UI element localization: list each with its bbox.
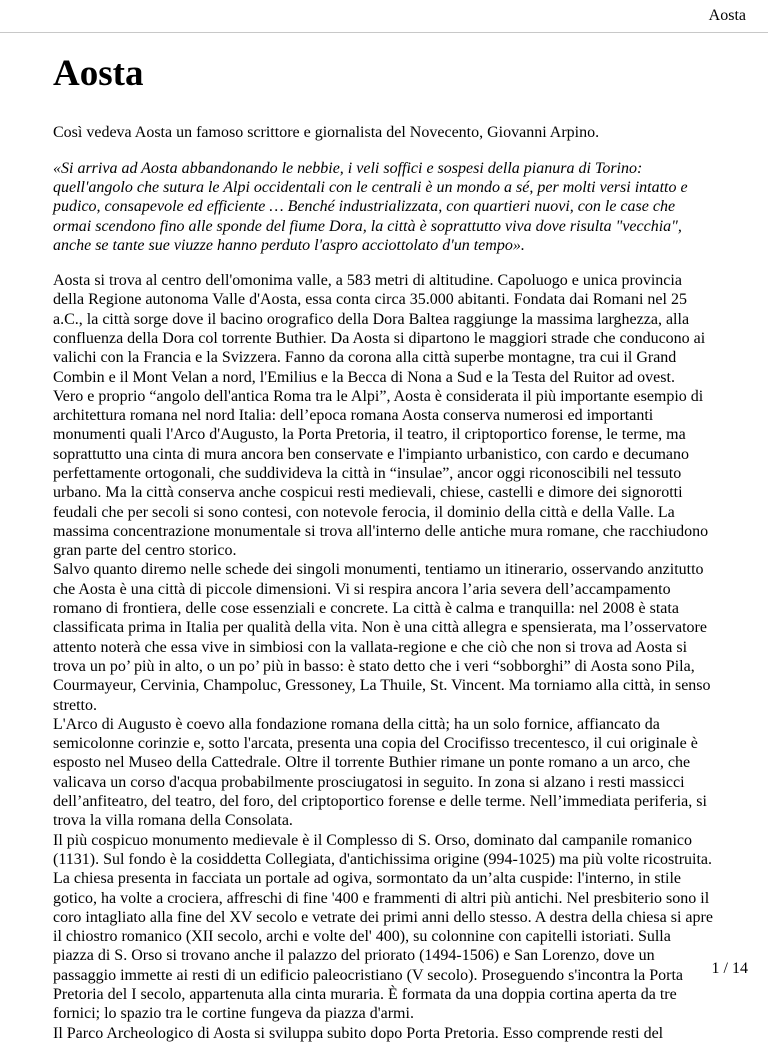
main-text	[53, 271, 715, 1043]
paragraph-geography: Aosta si trova al centro dell'omonima valle, a 583 metri di altitudine. Capoluogo e unica provincia della Regione autonoma Valle d'Aosta, essa conta circa 35.000 abitanti. Fondata dai Romani nel 25 a.C., la città sorge dove il bacino orografico della Dora Baltea raggiunge la massima larghezza, alla confluenza della Dora col torrente Buthier. Da Aosta si dipartono le maggiori strade che conducono ai valichi con la Francia e la Svizzera. Fanno da corona alla città superbe montagne, tra cui il Grand Combin e il Mont Velan a nord, l'Emilius e la Becca di Nona a Sud e la Testa del Ruitor ad ovest.	[53, 272, 706, 386]
page-number: 1 / 14	[711, 960, 748, 977]
paragraph-roman-heritage: Vero e proprio “angolo dell'antica Roma tra le Alpi”, Aosta è considerata il più importante esempio di architettura romana nel nord Italia: dell’epoca romana Aosta conserva numerosi ed importanti monumenti quali l'Arco d'Augusto, la Porta Pretoria, il teatro, il criptoportico forense, le terme, ma soprattutto una cinta di mura ancora ben conservate e l'impianto urbanistico, con cardo e decumano perfettamente ortogonali, che suddivideva la città in “insulae”, ancor oggi riconoscibili nel tessuto urbano. Ma la città conserva anche cospicui resti medievali, chiese, castelli e dimore dei signorotti feudali che per secoli si sono contesi, con notevole ferocia, il dominio della città e della Valle. La massima concentrazione monumentale si trova all'interno delle antiche mura romane, che racchiudono gran parte del centro storico.	[53, 387, 709, 560]
paragraph-arch-of-augustus: L'Arco di Augusto è coevo alla fondazione romana della città; ha un solo fornice, affiancato da semicolonne corinzie e, sotto l'arcata, presenta una copia del Crocifisso trecentesco, il cui originale è esposto nel Museo della Cattedrale. Oltre il torrente Buthier rimane un ponte romano a un arco, che valicava un corso d'acqua probabilmente prosciugatosi in seguito. In zona si alzano i resti massicci dell’anfiteatro, del teatro, del foro, del criptoportico forense e delle terme. Nell’immediata periferia, si trova la villa romana della Consolata.	[53, 715, 707, 830]
paragraph-sant-orso: Il più cospicuo monumento medievale è il Complesso di S. Orso, dominato dal campanile romanico (1131). Sul fondo è la cosiddetta Collegiata, d'antichissima origine (994-1025) ma più volte ricostruita. La chiesa presenta in facciata un portale ad ogiva, sormontato da un’alta cuspide: l'interno, in stile gotico, ha volte a crociera, affreschi di fine '400 e frammenti di altri più antichi. Nel presbiterio sono il coro intagliato alla fine del XV secolo e vetrate dei primi anni dello stesso. A destra della chiesa si apre il chiostro romanico (XII secolo, archi e volte del' 400), su colonnine con capitelli istoriati. Sulla piazza di S. Orso si trovano anche il palazzo del priorato (1494-1506) e San Lorenzo, dove un passaggio immette ai resti di un edificio paleocristiano (V secolo). Proseguendo s'incontra la Porta Pretoria del I secolo, appartenuta alla cinta muraria. È formata da una doppia cortina aperta da tre fornici; lo spazio tra le cortine fungeva da piazza d'armi.	[53, 831, 713, 1023]
paragraph-itinerary: Salvo quanto diremo nelle schede dei singoli monumenti, tentiamo un itinerario, osservando anzitutto che Aosta è una città di piccole dimensioni. Vi si respira ancora l’aria severa dell’accampamento romano di frontiera, delle cose essenziali e concrete. La città è calma e tranquilla: nel 2008 è stata classificata prima in Italia per qualità della vita. Non è una città allegra e spensierata, ma l’osservatore attento noterà che essa vive in simbiosi con la vallata-regione e che ciò che non si trova ad Aosta si trova un po’ più in alto, o un po’ più in basso: è stato detto che i veri “sobborghi” di Aosta sono Pila, Courmayeur, Cervinia, Champoluc, Gressoney, La Thuile, St. Vincent. Ma torniamo alla città, in senso stretto.	[53, 561, 711, 714]
header-divider	[0, 32, 768, 33]
intro-paragraph: Così vedeva Aosta un famoso scrittore e giornalista del Novecento, Giovanni Arpino.	[53, 124, 600, 141]
running-header: Aosta	[708, 7, 746, 24]
arpino-quote: «Si arriva ad Aosta abbandonando le nebbie, i veli soffici e sospesi della pianura di Torino: quell'angolo che sutura le Alpi occidentali con le centrali è un mondo a sé, per molti versi intatto e pudico, consapevole ed efficiente … Benché industrializzata, con quartieri nuovi, con le case che ormai scendono fino alle sponde del fiume Dora, la città è soprattutto viva dove risulta "vecchia", anche se tante sue viuzze hanno perduto l'aspro acciottolato d'un tempo».	[53, 160, 688, 254]
paragraph-archaeological-park: Il Parco Archeologico di Aosta si sviluppa subito dopo Porta Pretoria. Esso comprende resti del	[53, 1024, 664, 1042]
article-body	[53, 52, 715, 1043]
page-title: Aosta	[53, 53, 144, 94]
